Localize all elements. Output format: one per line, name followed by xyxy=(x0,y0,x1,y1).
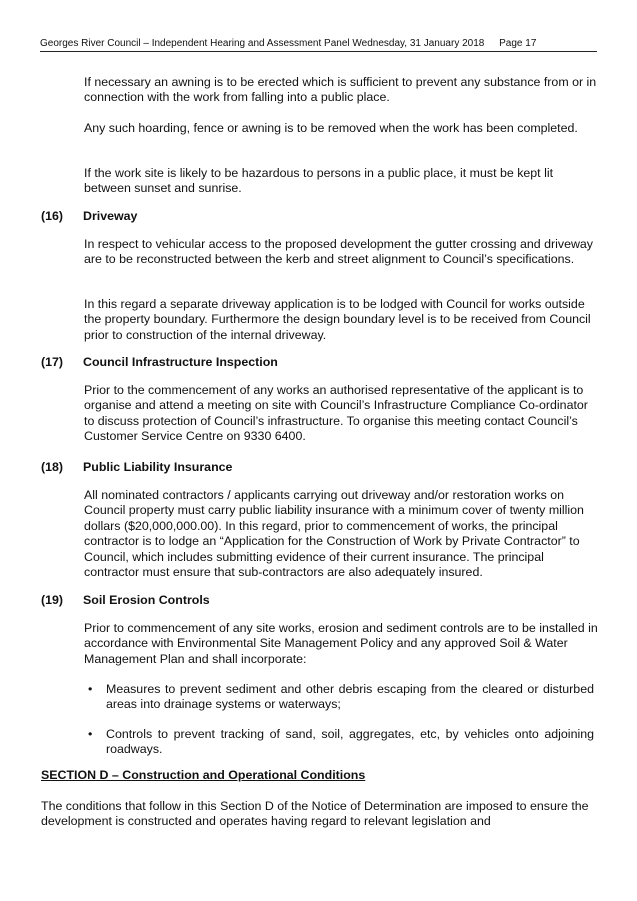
section-d-intro: The conditions that follow in this Section D of the Notice of Determination are imposed to ensure the development is constructed and operates having regard to relevant legislation and xyxy=(41,799,589,829)
paragraph: In respect to vehicular access to the proposed development the gutter crossing and driveway are to be reconstructed between the kerb and street alignment to Council’s specifications. xyxy=(84,237,593,267)
heading-number: (17) xyxy=(41,355,64,369)
heading-number: (16) xyxy=(41,209,64,223)
heading-title: Public Liability Insurance xyxy=(83,460,233,474)
heading-title: Council Infrastructure Inspection xyxy=(83,355,278,369)
header-title: Georges River Council – Independent Hearing and Assessment Panel Wednesday, 31 January 2018 xyxy=(40,38,485,49)
paragraph: Any such hoarding, fence or awning is to be removed when the work has been completed. xyxy=(84,121,578,135)
section-heading-18 xyxy=(41,460,232,475)
heading-number: (19) xyxy=(41,593,64,607)
bullet-icon: • xyxy=(88,727,93,741)
paragraph: Prior to the commencement of any works an authorised representative of the applicant is to organise and attend a meeting on site with Council’s Infrastructure Compliance Co-ordinator to discuss protection of Council’s infrastructure. To organise this meeting contact Council’s Customer Service Centre on 9330 6400. xyxy=(84,383,588,444)
page-number: Page 17 xyxy=(499,38,537,49)
paragraph: If the work site is likely to be hazardous to persons in a public place, it must be kept lit between sunset and sunrise. xyxy=(84,166,554,196)
section-heading-16 xyxy=(41,209,137,224)
paragraph: Prior to commencement of any site works, erosion and sediment controls are to be installed in accordance with Environmental Site Management Policy and any approved Soil & Water Management Plan and shall incorporate: xyxy=(84,621,598,666)
heading-title: Soil Erosion Controls xyxy=(83,593,210,607)
page-header xyxy=(40,38,597,52)
section-d-heading: SECTION D – Construction and Operational Conditions xyxy=(41,768,366,782)
heading-number: (18) xyxy=(41,460,64,474)
paragraph: In this regard a separate driveway application is to be lodged with Council for works outside the property boundary. Furthermore the design boundary level is to be received from Council prior to construction of the internal driveway. xyxy=(84,297,591,342)
heading-title: Driveway xyxy=(83,209,138,223)
bullet-item: Measures to prevent sediment and other debris escaping from the cleared or disturbed areas into drainage systems or waterways; xyxy=(106,682,594,712)
section-heading-19 xyxy=(41,593,210,608)
paragraph: All nominated contractors / applicants carrying out driveway and/or restoration works on Council property must carry public liability insurance with a minimum cover of twenty million dollars ($20,000,000.00). In this regard, prior to commencement of works, the principal contractor is to lodge an “Application for the Construction of Work by Private Contractor” to Council, which includes submitting evidence of their current insurance. The principal contractor must ensure that sub-contractors are also adequately insured. xyxy=(84,488,584,580)
paragraph: If necessary an awning is to be erected which is sufficient to prevent any substance from or in connection with the work from falling into a public place. xyxy=(84,75,597,105)
bullet-icon: • xyxy=(88,682,93,696)
bullet-item: Controls to prevent tracking of sand, soil, aggregates, etc, by vehicles onto adjoining roadways. xyxy=(106,727,594,757)
section-heading-17 xyxy=(41,355,278,370)
